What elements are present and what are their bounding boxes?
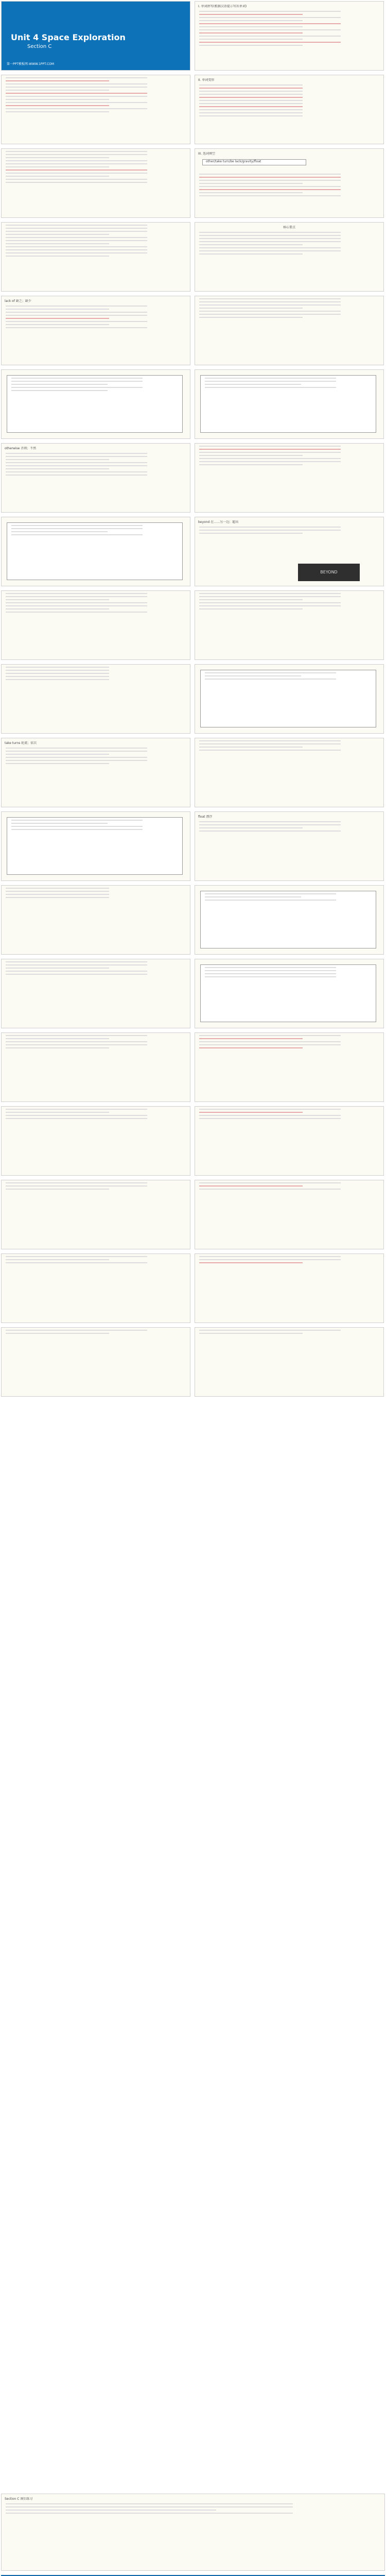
slide-beyond-notes [1,590,190,660]
slide-exercise-3 [195,1032,384,1102]
title-footer: 第一PPT模板网-WWW.1PPT.COM [7,62,55,66]
word-turn: take turns 轮流；依次 [5,741,37,745]
slide-float [195,811,384,881]
slide-word-forms [195,75,384,144]
slide-exercise-10 [1,1327,190,1397]
slide-practice-6 [195,885,384,955]
slide-otherwise [1,443,190,513]
word-box [202,159,306,165]
summary-heading: Section C 课后练习 [5,2497,33,2501]
slide-practice-1 [1,369,190,439]
practice-box [7,522,183,580]
beyond-image [298,564,360,581]
word-beyond: beyond 在……另一边；超出 [198,520,239,524]
slide-lack [1,296,190,365]
slide-grammar-table [195,959,384,1028]
word-otherwise: otherwise 否则；不然 [5,447,37,450]
slide-word-choice [195,148,384,218]
practice-box [7,375,183,433]
slide-exercise-9 [195,1253,384,1323]
slide-heading: 核心要点 [283,226,295,229]
slide-grammar [1,959,190,1028]
slide-practice-5 [1,811,190,881]
slide-exercise-4 [1,1106,190,1176]
slide-float-notes [1,885,190,955]
slide-practice-3 [1,517,190,586]
slide-turns-notes [195,738,384,807]
slide-reading [1,222,190,292]
word-box-text: other/take turn/be lack/gravity/float [206,160,261,163]
slide-exercise-7 [195,1180,384,1249]
practice-box [200,375,376,433]
slide-practice-2 [195,369,384,439]
slide-key-points [195,222,384,292]
slide-otherwise-notes [195,443,384,513]
slide-heading: II. 单词变形 [198,78,215,82]
practice-box [200,670,376,727]
slide-beyond [195,517,384,586]
practice-box [7,817,183,875]
word-float: float 漂浮 [198,815,213,819]
slide-lack-notes [195,296,384,365]
unit-title: Unit 4 Space Exploration [11,32,126,42]
slide-summary [1,2494,385,2571]
slide-exercise-11 [195,1327,384,1397]
slide-vocab-spelling [195,1,384,71]
slide-phrases [1,664,190,734]
slide-exercise-6 [1,1180,190,1249]
slide-exercise-5 [195,1106,384,1176]
slide-exercise [1,148,190,218]
slide-beyond-examples [195,590,384,660]
title-slide [1,1,190,71]
beyond-image-caption: BEYOND [320,570,338,574]
slide-heading: III. 选词填空 [198,152,216,156]
word-lack: lack of 缺乏；缺少 [5,299,31,303]
slide-take-turns [1,738,190,807]
slide-heading: I. 单词拼写(根据汉语提示写出单词) [198,5,247,8]
grammar-table [200,964,376,1022]
slide-practice-4 [195,664,384,734]
practice-box [200,891,376,948]
section-label: Section C [27,44,52,49]
slide-exercise-8 [1,1253,190,1323]
slide-sentences [1,75,190,144]
slide-exercise-2 [1,1032,190,1102]
